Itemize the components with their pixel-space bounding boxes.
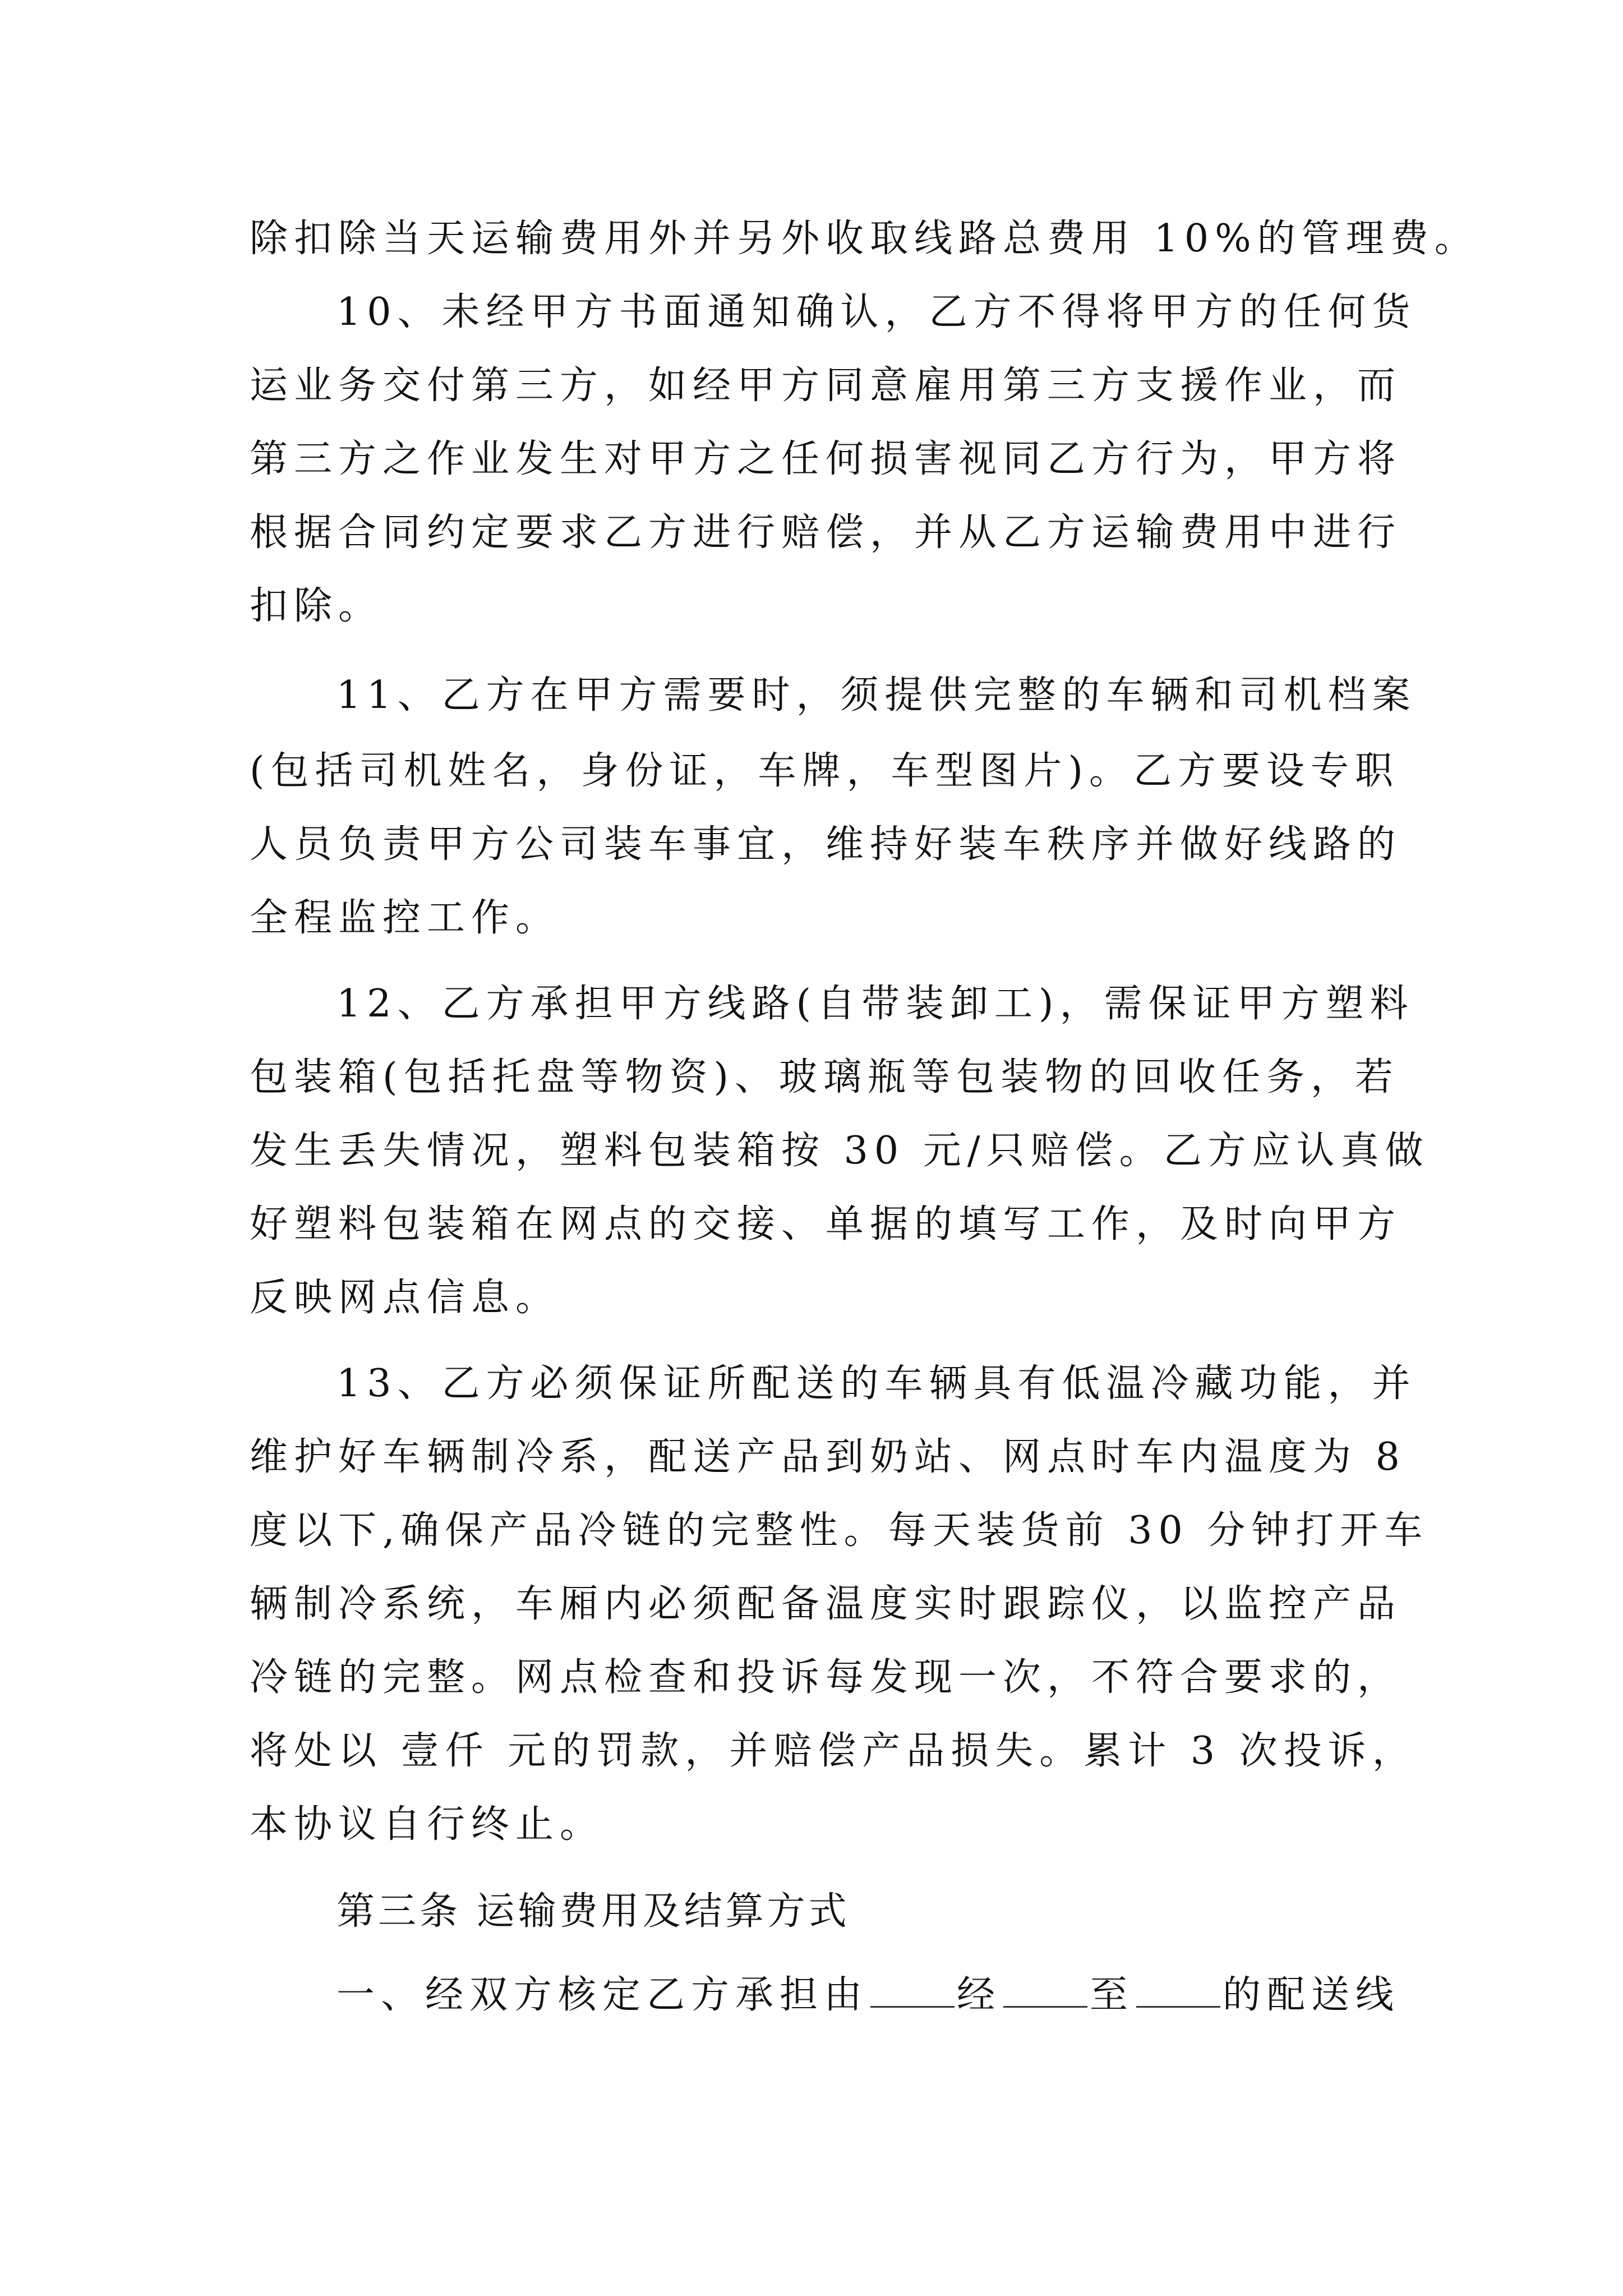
text-line-19: 辆制冷系统，车厢内必须配备温度实时跟踪仪，以监控产品	[250, 1582, 1402, 1626]
text-line-13: 发生丢失情况，塑料包装箱按 30 元/只赔偿。乙方应认真做	[250, 1129, 1430, 1173]
last-line-part-4: 的配送线	[1223, 1973, 1400, 2017]
text-line-10: 全程监控工作。	[250, 896, 560, 940]
text-line-15: 反映网点信息。	[250, 1276, 560, 1320]
text-line-7: 11、乙方在甲方需要时，须提供完整的车辆和司机档案	[336, 673, 1417, 717]
text-line-16: 13、乙方必须保证所配送的车辆具有低温冷藏功能，并	[336, 1361, 1417, 1406]
text-line-22: 本协议自行终止。	[250, 1802, 605, 1847]
last-line-part-2: 经	[957, 1973, 1002, 2017]
text-line-20: 冷链的完整。网点检查和投诉每发现一次，不符合要求的，	[250, 1655, 1402, 1700]
last-line-part-1: 一、经双方核定乙方承担由	[336, 1973, 869, 2017]
text-line-9: 人员负责甲方公司装车事宜，维持好装车秩序并做好线路的	[250, 822, 1402, 867]
blank-field-1	[870, 1970, 955, 2008]
text-line-last	[336, 1964, 1400, 2026]
text-line-3: 运业务交付第三方，如经甲方同意雇用第三方支援作业，而	[250, 364, 1402, 408]
blank-field-3	[1136, 1970, 1220, 2008]
text-line-21: 将处以 壹仟 元的罚款，并赔偿产品损失。累计 3 次投诉，	[250, 1729, 1417, 1773]
text-line-5: 根据合同约定要求乙方进行赔偿，并从乙方运输费用中进行	[250, 510, 1402, 555]
text-line-17: 维护好车辆制冷系，配送产品到奶站、网点时车内温度为 8	[250, 1435, 1406, 1479]
section-heading: 第三条 运输费用及结算方式	[336, 1889, 850, 1934]
text-line-4: 第三方之作业发生对甲方之任何损害视同乙方行为，甲方将	[250, 437, 1402, 481]
text-line-1: 除扣除当天运输费用外并另外收取线路总费用 10%的管理费。	[250, 217, 1479, 261]
text-line-6: 扣除。	[250, 584, 383, 628]
last-line-part-3: 至	[1090, 1973, 1135, 2017]
text-line-18: 度以下,确保产品冷链的完整性。每天装货前 30 分钟打开车	[250, 1508, 1429, 1553]
text-line-14: 好塑料包装箱在网点的交接、单据的填写工作，及时向甲方	[250, 1202, 1402, 1246]
blank-field-2	[1003, 1970, 1087, 2008]
text-line-11: 12、乙方承担甲方线路(自带装卸工)，需保证甲方塑料	[336, 982, 1414, 1026]
text-line-2: 10、未经甲方书面通知确认，乙方不得将甲方的任何货	[336, 290, 1417, 334]
text-line-8: (包括司机姓名，身份证，车牌，车型图片)。乙方要设专职	[250, 749, 1400, 793]
text-line-12: 包装箱(包括托盘等物资)、玻璃瓶等包装物的回收任务，若	[250, 1055, 1400, 1099]
